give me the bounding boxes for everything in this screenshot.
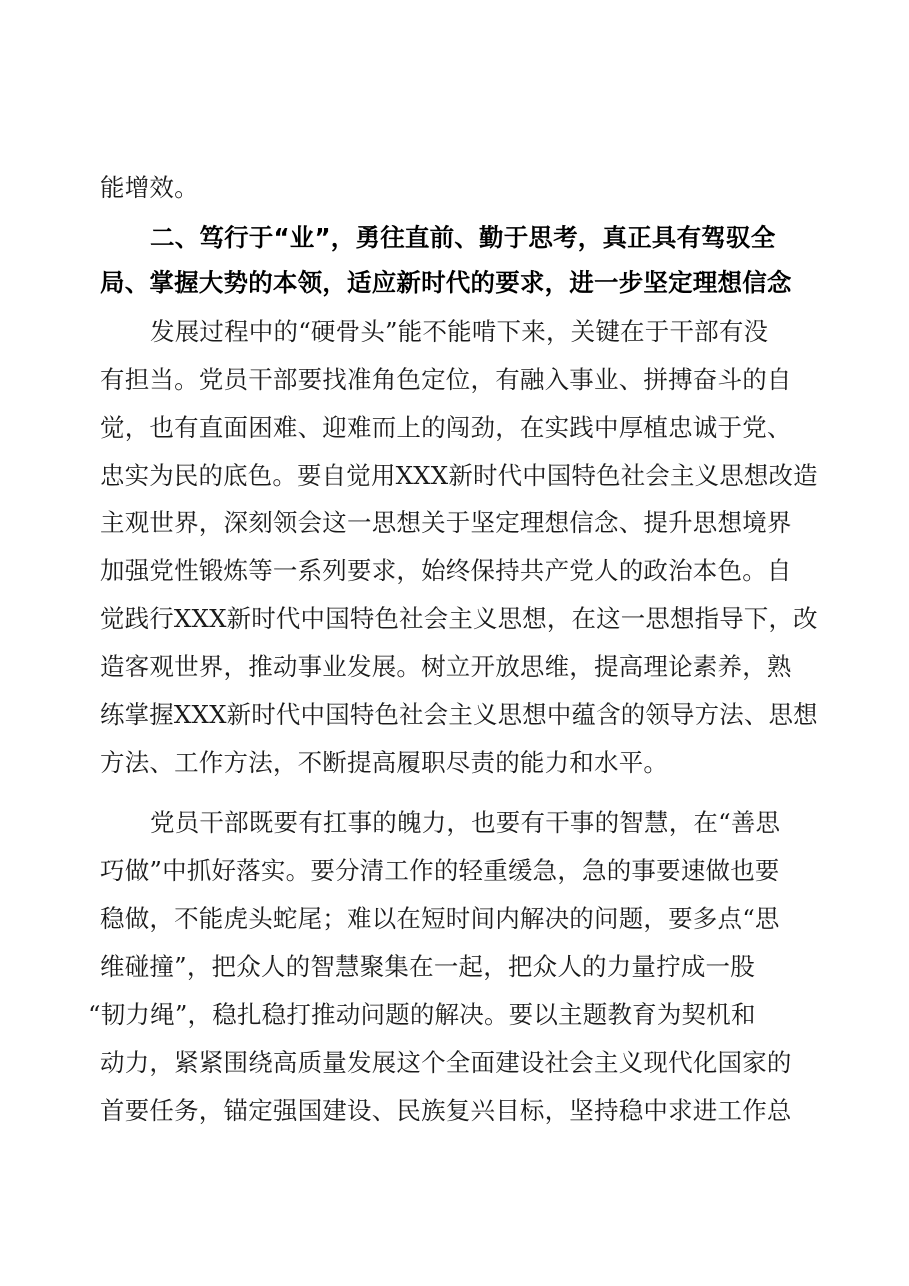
paragraph-line: 觉践行XXX新时代中国特色社会主义思想，在这一思想指导下，改 [100,604,818,633]
paragraph-line: “韧力绳”，稳扎稳打推动问题的解决。要以主题教育为契机和 [88,1000,756,1029]
section-heading-line: 局、掌握大势的本领，适应新时代的要求，进一步坚定理想信念 [100,268,792,297]
paragraph-line: 有担当。党员干部要找准角色定位，有融入事业、拼搏奋斗的自 [100,365,792,394]
paragraph-line: 稳做，不能虎头蛇尾；难以在短时间内解决的问题，要多点“思 [100,904,780,933]
paragraph-line: 忠实为民的底色。要自觉用XXX新时代中国特色社会主义思想改造 [100,461,818,490]
paragraph-line: 巧做”中抓好落实。要分清工作的轻重缓急，急的事要速做也要 [100,856,780,885]
paragraph-line: 主观世界，深刻领会这一思想关于坚定理想信念、提升思想境界 [100,508,792,537]
section-heading-line: 二、笃行于“业”，勇往直前、勤于思考，真正具有驾驭全 [150,223,776,252]
paragraph-line: 觉，也有直面困难、迎难而上的闯劲，在实践中厚植忠诚于党、 [100,413,792,442]
paragraph-line: 方法、工作方法，不断提高履职尽责的能力和水平。 [100,748,669,777]
paragraph-line: 发展过程中的“硬骨头”能不能啃下来，关键在于干部有没 [150,317,769,346]
paragraph-line: 加强党性锻炼等一系列要求，始终保持共产党人的政治本色。自 [100,556,792,585]
paragraph-line: 党员干部既要有扛事的魄力，也要有干事的智慧，在“善思 [150,808,781,837]
paragraph-line: 练掌握XXX新时代中国特色社会主义思想中蕴含的领导方法、思想 [100,700,818,729]
paragraph-line: 动力，紧紧围绕高质量发展这个全面建设社会主义现代化国家的 [100,1048,792,1077]
paragraph-line: 维碰撞”，把众人的智慧聚集在一起，把众人的力量拧成一股 [100,952,755,981]
paragraph-line: 首要任务，锚定强国建设、民族复兴目标，坚持稳中求进工作总 [100,1096,792,1125]
paragraph-line: 造客观世界，推动事业发展。树立开放思维，提高理论素养，熟 [100,652,792,681]
paragraph-line: 能增效。 [100,173,199,202]
